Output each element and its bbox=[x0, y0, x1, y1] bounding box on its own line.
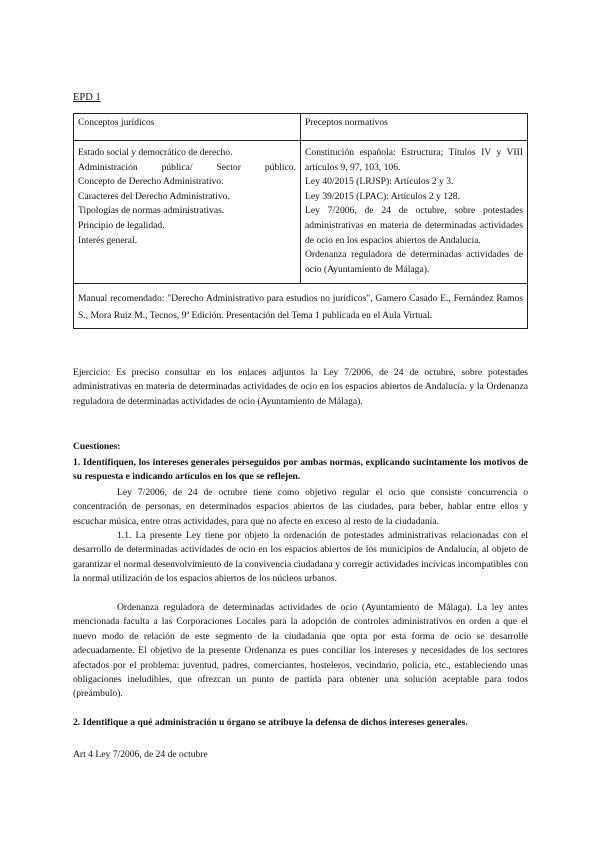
manual-cell: Manual recomendado: "Derecho Administrativo para estudios no jurídicos", Gamero Casado E., Fernández Ramos S., Mora Ruiz M., Tecnos, 9ª Edición. Presentación del Tema 1 publicada en el Aula Virtual. bbox=[74, 284, 528, 329]
precept-item: Ley 39/2015 (LPAC): Artículos 2 y 128. bbox=[305, 190, 461, 202]
concept-item: Caracteres del Derecho Administrativo. bbox=[78, 190, 230, 202]
concepts-cell bbox=[74, 141, 301, 284]
question-2-title: 2. Identifique a qué administración u órgano se atribuye la defensa de dichos intereses generales. bbox=[73, 717, 468, 728]
question-1-paragraph-3: Ordenanza reguladora de determinadas actividades de ocio (Ayuntamiento de Málaga). La ley antes mencionada faculta a las Corporaciones Locales para la adopción de controles administrativos en orden a que el nuevo modo de relación de este segmento de la ciudadanía que opta por esta forma de ocio se desarrolle adecuadamente. El objetivo de la presente Ordenanza es pues conciliar los intereses y necesidades de los sectores afectados por el problema: juventud, padres, comerciantes, hosteleros, vecindario, policía, etc., estableciendo unas obligaciones ineludibles, que ofrezcan un punto de partida para obtener una solución aceptable para todos (preámbulo). bbox=[73, 602, 528, 700]
col2-header: Preceptos normativos bbox=[301, 114, 528, 141]
table-manual-row bbox=[74, 284, 528, 329]
precepts-cell bbox=[301, 141, 528, 284]
precept-item: Constitución española: Estructura; Títulos IV y VIII artículos 9, 97, 103, 106. bbox=[305, 147, 523, 173]
precept-item: Ordenanza reguladora de determinadas actividades de ocio (Ayuntamiento de Málaga). bbox=[305, 249, 523, 275]
precept-item: Ley 7/2006, de 24 de octubre, sobre potestades administrativas en materia de determinadas actividades de ocio en los espacios abiertos de Andalucía. bbox=[305, 205, 523, 246]
concept-item: Tipologías de normas administrativas. bbox=[78, 205, 225, 217]
concept-item: Administración pública/ Sector público. bbox=[78, 161, 296, 173]
concept-item: Concepto de Derecho Administrativo. bbox=[78, 176, 224, 188]
precept-item: Ley 40/2015 (LRJSP): Artículos 2 y 3. bbox=[305, 176, 454, 188]
concept-item: Interés general. bbox=[78, 234, 138, 246]
table-header-row bbox=[74, 114, 528, 141]
concept-item: Principio de legalidad. bbox=[78, 219, 165, 231]
document-heading: EPD 1 bbox=[73, 92, 101, 103]
concept-item: Estado social y democrático de derecho. bbox=[78, 147, 233, 158]
cuestiones-label: Cuestiones: bbox=[73, 441, 121, 452]
col1-header: Conceptos jurídicos bbox=[74, 114, 301, 141]
question-1-paragraph-1: Ley 7/2006, de 24 de octubre tiene como objetivo regular el ocio que consiste concurrencia o concentración de personas, en determinados espacios abiertos de las ciudades, para beber, hablar entre ellos y escuchar música, entre otras actividades, para que no afecte en exceso al resto de la ciudadanía. bbox=[73, 487, 528, 527]
question-1-paragraph-2: 1.1. La presente Ley tiene por objeto la ordenación de potestades administrativas relacionadas con el desarrollo de determinadas actividades de ocio en los espacios abiertos de los municipios de Andalucía, al objeto de garantizar el normal desenvolvimiento de la convivencia ciudadana y corregir actividades incívicas incompatibles con la normal utilización de los espacios abiertos de los núcleos urbanos. bbox=[73, 530, 528, 585]
question-1-title: 1. Identifiquen, los intereses generales perseguidos por ambas normas, explicando sucintamente los motivos de su respuesta e indicando artículos en los que se reflejen. bbox=[73, 457, 528, 483]
ejercicio-paragraph: Ejercicio: Es preciso consultar en los enlaces adjuntos la Ley 7/2006, de 24 de octubre, sobre potestades administrativas en materia de determinadas actividades de ocio en los espacios abiertos de Andalucía. y la Ordenanza reguladora de determinadas actividades de ocio (Ayuntamiento de Málaga). bbox=[73, 367, 528, 407]
question-2-answer: Art 4 Ley 7/2006, de 24 de octubre bbox=[73, 749, 208, 760]
concepts-table bbox=[73, 113, 528, 329]
table-content-row bbox=[74, 141, 528, 284]
